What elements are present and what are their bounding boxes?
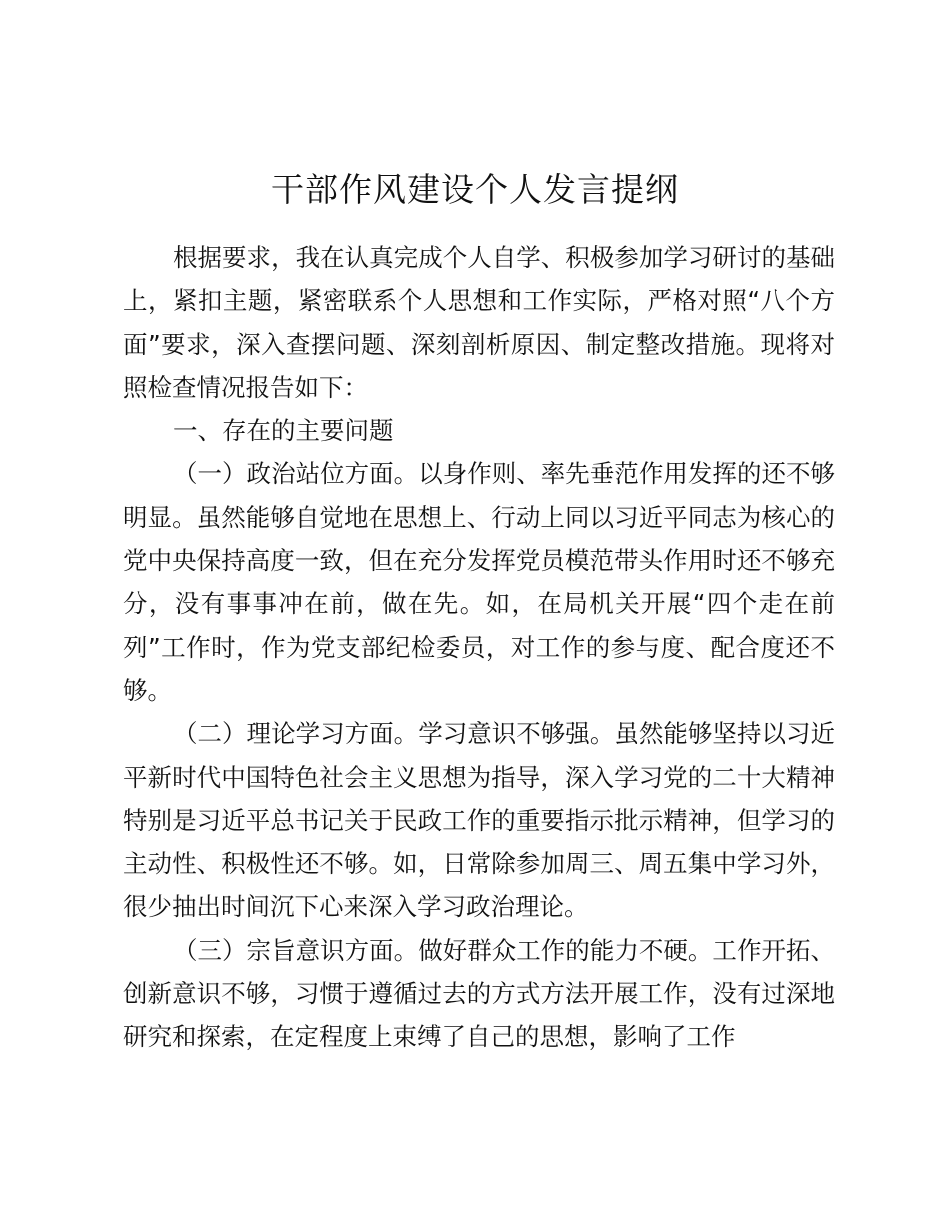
document-body bbox=[123, 236, 835, 1059]
paragraph-purpose-awareness: （三）宗旨意识方面。做好群众工作的能力不硬。工作开拓、创新意识不够，习惯于遵循过去的方式方法开展工作，没有过深地研究和探索，在定程度上束缚了自己的思想，影响了工作 bbox=[123, 935, 835, 1052]
paragraph-intro: 根据要求，我在认真完成个人自学、积极参加学习研讨的基础上，紧扣主题，紧密联系个人思想和工作实际，严格对照“八个方面”要求，深入查摆问题、深刻剖析原因、制定整改措施。现将对照检查情况报告如下： bbox=[123, 243, 835, 402]
document-title: 干部作风建设个人发言提纲 bbox=[271, 170, 679, 209]
paragraph-theory-study: （二）理论学习方面。学习意识不够强。虽然能够坚持以习近平新时代中国特色社会主义思想为指导，深入学习党的二十大精神特别是习近平总书记关于民政工作的重要指示批示精神，但学习的主动性、积极性还不够。如，日常除参加周三、周五集中学习外，很少抽出时间沉下心来深入学习政治理论。 bbox=[123, 719, 835, 922]
paragraph-political-stance: （一）政治站位方面。以身作则、率先垂范作用发挥的还不够明显。虽然能够自觉地在思想上、行动上同以习近平同志为核心的党中央保持高度一致，但在充分发挥党员模范带头作用时还不够充分，没有事事冲在前，做在先。如，在局机关开展“四个走在前列”工作时，作为党支部纪检委员，对工作的参与度、配合度还不够。 bbox=[123, 459, 835, 705]
section-heading: 一、存在的主要问题 bbox=[173, 416, 394, 446]
